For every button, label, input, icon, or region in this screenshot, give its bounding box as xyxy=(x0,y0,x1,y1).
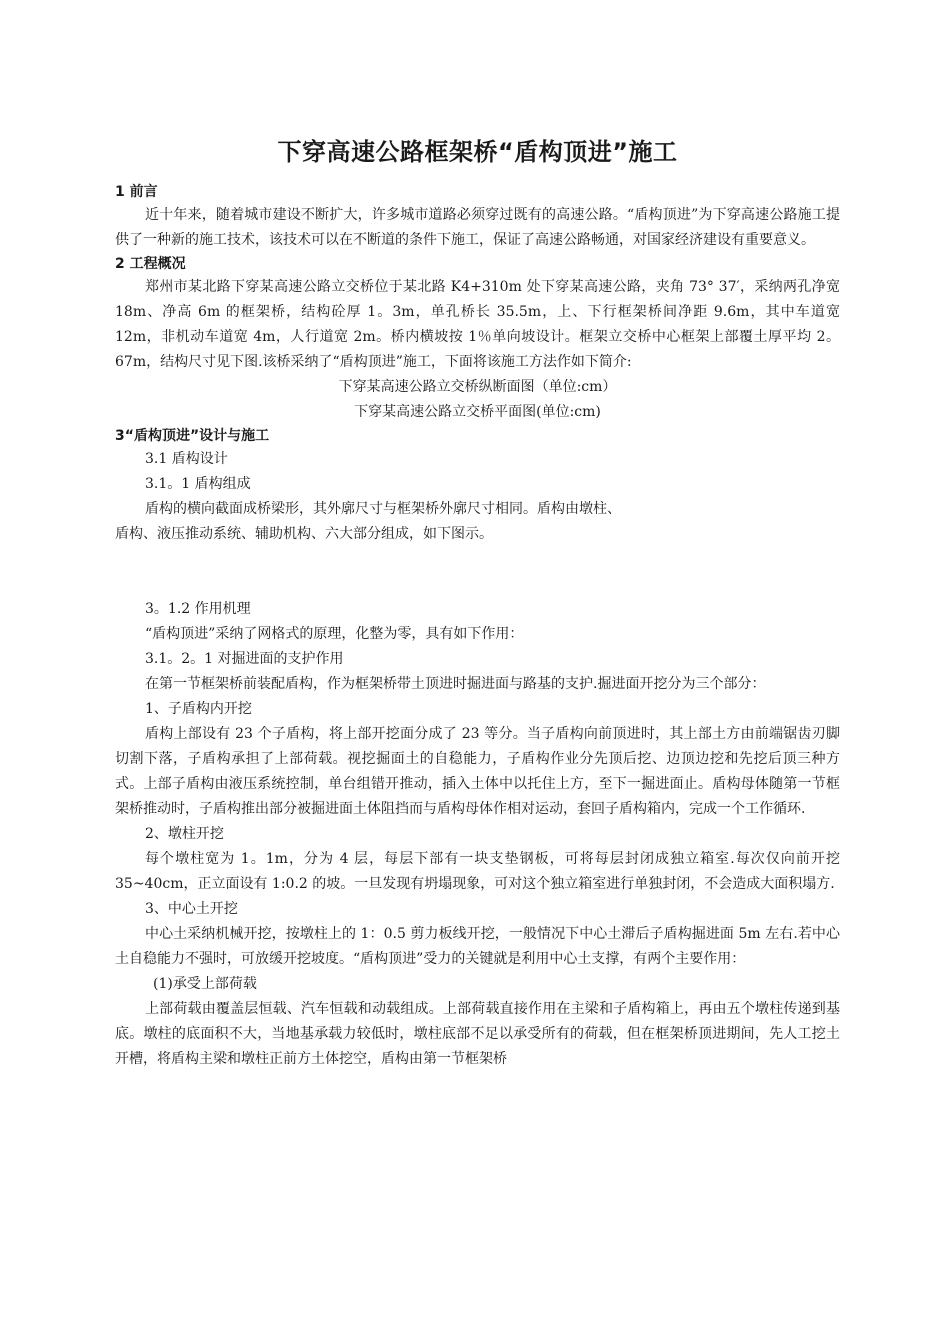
section-2-heading: 2 工程概况 xyxy=(115,256,186,272)
paragraph-upper-load: 上部荷载由覆盖层恒载、汽车恒载和动载组成。上部荷载直接作用在主梁和子盾构箱上，再由五个墩柱传递到基底。墩柱的底面积不大，当地基承载力较低时，墩柱底部不足以承受所有的荷载，但在框架桥顶进期间，先人工挖土开槽，将盾构主梁和墩柱正前方土体挖空，盾构由第一节框架桥 xyxy=(115,1001,840,1067)
subsection-3-1-2: 3。1.2 作用机理 xyxy=(145,601,251,617)
subsection-3-1-1: 3.1。1 盾构组成 xyxy=(145,476,251,492)
subsection-3-1: 3.1 盾构设计 xyxy=(145,451,228,467)
section-2-paragraph: 郑州市某北路下穿某高速公路立交桥位于某北路 K4+310m 处下穿某高速公路，夹角 73° 37′，采纳两孔净宽 18m、净高 6m 的框架桥，结构砼厚 1。3m，单孔桥长 35.5m，上、下行框架桥间净距 9.6m，其中车道宽 12m，非机动车道宽 4m，人行道宽 2m。桥内横坡按 1％单向坡设计。框架立交桥中心框架上部覆土厚平均 2。67m，结构尺寸见下图.该桥采纳了“盾构顶进”施工，下面将该施工方法作如下简介: xyxy=(115,279,840,370)
section-1-paragraph: 近十年来，随着城市建设不断扩大，许多城市道路必须穿过既有的高速公路。“盾构顶进”为下穿高速公路施工提供了一种新的施工技术，该技术可以在不断道的条件下施工，保证了高速公路畅通，对国家经济建设有重要意义。 xyxy=(115,207,840,248)
document-page xyxy=(115,132,840,1072)
paragraph-core-soil: 中心土采纳机械开挖，按墩柱上的 1：0.5 剪力板线开挖，一般情况下中心土滞后子盾构掘进面 5m 左右.若中心土自稳能力不强时，可放缓开挖坡度。“盾构顶进”受力的关键就是利用中心土支撑，有两个主要作用： xyxy=(115,926,840,967)
section-1-heading: 1 前言 xyxy=(115,184,158,200)
item-pier-excavation: 2、墩柱开挖 xyxy=(145,826,224,842)
figure-placeholder xyxy=(115,547,840,597)
figure-caption-plan: 下穿某高速公路立交桥平面图(单位:cm) xyxy=(354,404,601,420)
document-title: 下穿高速公路框架桥“盾构顶进”施工 xyxy=(277,138,678,166)
item-upper-load: (1)承受上部荷载 xyxy=(153,976,257,992)
item-sub-shield-excavation: 1、子盾构内开挖 xyxy=(145,701,252,717)
paragraph-support: 在第一节框架桥前装配盾构，作为框架桥带土顶进时掘进面与路基的支护.掘进面开挖分为三个部分： xyxy=(145,676,766,692)
item-core-soil-excavation: 3、中心土开挖 xyxy=(145,901,238,917)
subsection-3-1-2-1: 3.1。2。1 对掘进面的支护作用 xyxy=(145,651,344,667)
paragraph-sub-shield: 盾构上部设有 23 个子盾构，将上部开挖面分成了 23 等分。当子盾构向前顶进时，其上部土方由前端锯齿刃脚切割下落，子盾构承担了上部荷载。视挖掘面土的自稳能力，子盾构作业分先顶后挖、边顶边挖和先挖后顶三种方式。上部子盾构由液压系统控制，单台组错开推动，插入土体中以托住上方，至下一掘进面止。盾构母体随第一节框架桥推动时，子盾构推出部分被掘进面土体阻挡而与盾构母体作相对运动，套回子盾构箱内，完成一个工作循环. xyxy=(115,726,840,817)
section-3-heading: 3“盾构顶进”设计与施工 xyxy=(115,428,270,444)
paragraph-shield-composition-a: 盾构的横向截面成桥梁形，其外廓尺寸与框架桥外廓尺寸相同。盾构由墩柱、 xyxy=(145,501,621,517)
paragraph-mechanism: “盾构顶进”采纳了网格式的原理，化整为零，具有如下作用： xyxy=(145,626,524,642)
paragraph-pier: 每个墩柱宽为 1。1m，分为 4 层，每层下部有一块支垫钢板，可将每层封闭成独立箱室.每次仅向前开挖 35~40cm，正立面设有 1:0.2 的坡。一旦发现有坍塌现象，可对这个独立箱室进行单独封闭，不会造成大面积塌方. xyxy=(115,851,840,892)
paragraph-shield-composition-b: 盾构、液压推动系统、辅助机构、六大部分组成，如下图示。 xyxy=(115,526,493,542)
figure-caption-profile: 下穿某高速公路立交桥纵断面图（单位:cm） xyxy=(338,379,617,395)
